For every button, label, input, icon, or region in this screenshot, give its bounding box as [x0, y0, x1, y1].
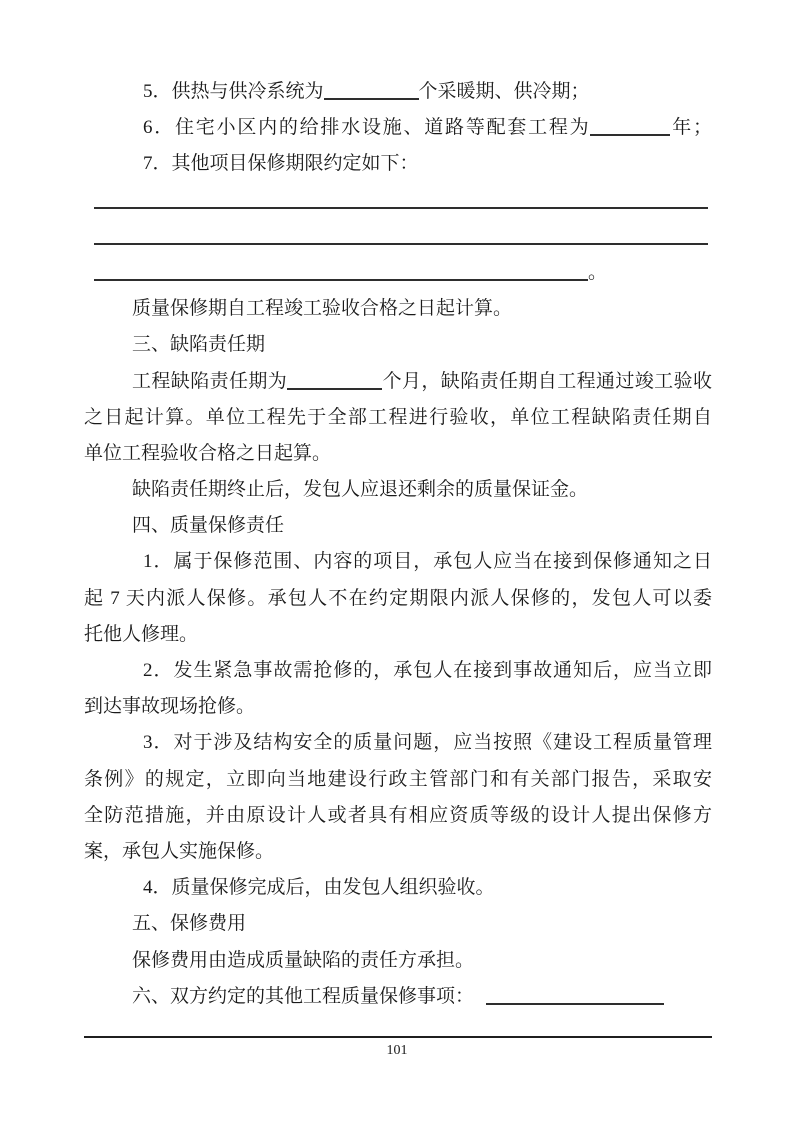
document-line: [84, 219, 712, 255]
text-run: 质量保修期自工程竣工验收合格之日起计算。: [132, 298, 513, 320]
blank-field: [324, 94, 419, 100]
footer-rule: [84, 1036, 712, 1038]
text-run: 条例》的规定，立即向当地建设行政主管部门和有关部门报告，采取安: [84, 768, 712, 790]
text-run: 缺陷责任期终止后，发包人应退还剩余的质量保证金。: [132, 479, 589, 501]
document-line: [84, 146, 712, 182]
text-run: 6．住宅小区内的给排水设施、道路等配套工程为: [143, 117, 591, 139]
text-run: 2．发生紧急事故需抢修的，承包人在接到事故通知后，应当立即: [143, 660, 712, 681]
document-line: [84, 798, 712, 834]
document-line: [84, 979, 712, 1015]
document-line: [84, 74, 712, 110]
document-line: [84, 436, 712, 472]
text-run: 3．对于涉及结构安全的质量问题，应当按照《建设工程质量管理: [143, 732, 712, 754]
document-line: [84, 508, 712, 544]
document-line: [84, 653, 712, 689]
blank-field: [94, 239, 708, 245]
document-line: [84, 255, 712, 291]
document-line: [84, 291, 712, 327]
text-run: 5．供热与供冷系统为: [143, 81, 324, 102]
document-line: [84, 943, 712, 979]
document-line: [84, 870, 712, 906]
text-run: 单位工程验收合格之日起算。: [84, 442, 332, 464]
document-line: [84, 689, 712, 725]
blank-field: [94, 203, 708, 209]
text-run: 全防范措施，并由原设计人或者具有相应资质等级的设计人提出保修方: [84, 804, 712, 826]
document-content: [84, 0, 712, 1015]
text-run: 三、缺陷责任期: [132, 334, 266, 356]
document-line: [84, 834, 712, 870]
document-line: [84, 762, 712, 798]
text-run: 之日起计算。单位工程先于全部工程进行验收，单位工程缺陷责任期自: [84, 406, 712, 428]
document-line: [84, 544, 712, 580]
document-line: [84, 110, 712, 146]
blank-field: [287, 384, 382, 390]
text-run: 四、质量保修责任: [132, 515, 285, 537]
text-run: 案，承包人实施保修。: [84, 840, 275, 862]
text-run: 六、双方约定的其他工程质量保修事项：: [132, 985, 475, 1007]
text-run: 个采暖期、供冷期；: [418, 81, 590, 102]
text-run: 4．质量保修完成后，由发包人组织验收。: [143, 877, 495, 899]
blank-field: [486, 999, 664, 1005]
text-run: 1．属于保修范围、内容的项目，承包人应当在接到保修通知之日: [143, 551, 712, 573]
document-line: [84, 617, 712, 653]
document-line: [84, 327, 712, 363]
text-run: 五、保修费用: [132, 913, 247, 935]
document-line: [84, 183, 712, 219]
blank-field: [590, 130, 670, 136]
document-line: [84, 400, 712, 436]
blank-field: [94, 275, 588, 281]
text-run: 起 7 天内派人保修。承包人不在约定期限内派人保修的，发包人可以委: [84, 587, 712, 609]
document-line: [84, 472, 712, 508]
document-line: [84, 364, 712, 400]
document-line: [84, 725, 712, 761]
text-run: 工程缺陷责任期为: [132, 370, 288, 392]
text-run: 保修费用由造成质量缺陷的责任方承担。: [132, 949, 475, 971]
text-run: 年；: [670, 117, 712, 139]
text-run: 到达事故现场抢修。: [84, 696, 256, 718]
text-run: 个月，缺陷责任期自工程通过竣工验收: [382, 370, 712, 392]
text-run: 托他人修理。: [84, 623, 199, 645]
text-run: 。: [588, 261, 608, 283]
page-number: 101: [386, 1043, 408, 1058]
document-line: [84, 581, 712, 617]
text-run: 7．其他项目保修期限约定如下：: [143, 153, 419, 175]
document-line: [84, 906, 712, 942]
